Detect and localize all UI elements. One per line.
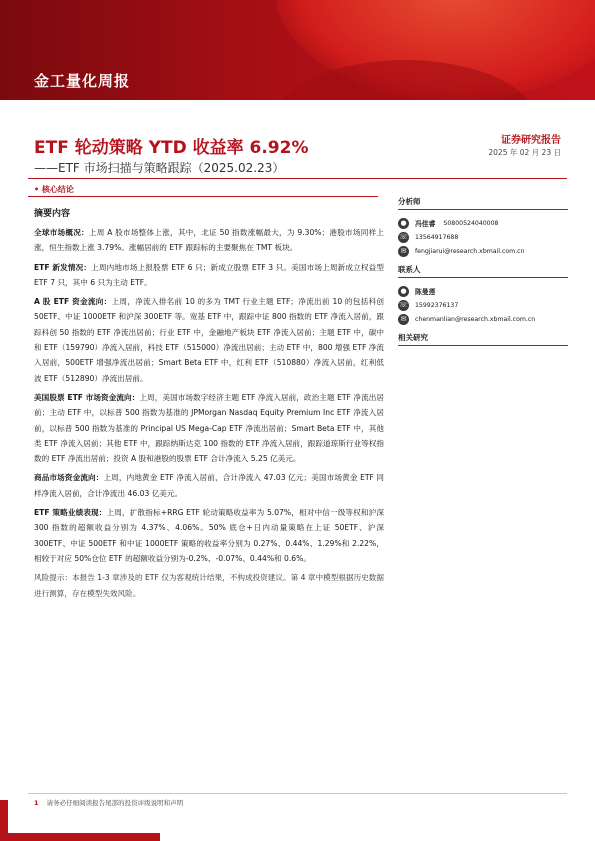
key-points-heading: • 核心结论 — [34, 185, 74, 194]
footer-disclaimer: 请务必仔细阅读报告尾部的投资评级说明和声明 — [46, 799, 184, 807]
footer-divider — [28, 793, 567, 794]
contact-heading: 联系人 — [398, 264, 568, 278]
phone-icon: ☏ — [399, 301, 408, 309]
abstract-paragraph: 全球市场概况：上周 A 股市场整体上涨，其中，北证 50 指数涨幅最大，为 9.30%；港股市场同样上涨，恒生指数上涨 3.79%。涨幅居前的 ETF 跟踪标的主要聚焦在 TMT 板块。 — [34, 228, 385, 253]
series-title: 金工量化周报 — [34, 72, 131, 90]
contact-phone: 15992376137 — [415, 301, 459, 309]
phone-icon: ☏ — [399, 233, 408, 241]
related-research-heading: 相关研究 — [398, 332, 568, 346]
email-icon: ✉ — [398, 314, 409, 325]
abstract-section — [34, 206, 384, 605]
abstract-paragraph: 商品市场资金流向：上周，内地黄金 ETF 净流入居前，合计净流入 47.03 亿元；美国市场黄金 ETF 同样净流入居前，合计净流出 46.03 亿美元。 — [34, 473, 385, 498]
analyst-phone-row — [398, 230, 568, 244]
contact-email-row — [398, 312, 568, 326]
person-icon: ● — [398, 218, 409, 229]
analyst-email[interactable]: fengjiarui@research.xbmail.com.cn — [415, 247, 525, 255]
abstract-paragraph: ETF 策略业绩表现：上周，扩散指标+RRG ETF 轮动策略收益率为 5.07%，相对中信一级等权和沪深 300 指数的超额收益分别为 4.37%、4.06%。50% 底仓+日内动量策略在上证 50ETF、沪深 300ETF、中证 500ETF 和中证 1000ETF 策略的收益率分别为 0.27%、0.44%、1.29%和 2.22%，相较于对应 50%仓位 ETF 的超额收益分别为-0.2%、-0.07%、0.44%和 0.6%。 — [34, 508, 384, 563]
abstract-paragraph: ETF 新发情况：上周内地市场上报股票 ETF 6 只；新成立股票 ETF 3 只。美国市场上周新成立权益型 ETF 7 只，其中 6 只为主动 ETF。 — [34, 262, 384, 287]
footer — [34, 798, 183, 807]
sidebar — [398, 196, 568, 352]
key-points-divider — [28, 196, 378, 197]
title-divider — [28, 178, 567, 179]
report-date: 2025 年 02 月 23 日 — [488, 148, 561, 157]
analyst-heading: 分析师 — [398, 196, 568, 210]
analyst-phone: 13564917688 — [415, 233, 459, 241]
corner-decoration — [0, 833, 160, 841]
person-icon: ● — [398, 286, 409, 297]
report-title: ETF 轮动策略 YTD 收益率 6.92% — [34, 138, 309, 158]
analyst-email-row — [398, 244, 568, 258]
report-type-label: 证券研究报告 — [501, 135, 561, 146]
abstract-title: 摘要内容 — [34, 209, 71, 219]
contact-phone-row — [398, 298, 568, 312]
abstract-paragraph: 美国股票 ETF 市场资金流向：上周，美国市场数字经济主题 ETF 净流入居前，政治主题 ETF 净流出居前；主动 ETF 中，以标普 500 指数为基准的 JPMorgan Nasdaq Equity Premium Inc ETF 净流入居前，以标普 500 指数为基准的 Principal US Mega-Cap ETF 净流出居前；Smart Beta ETF 中，其他类 ETF 净流入居前；其他 ETF 中，跟踪纳斯达克 100 指数的 ETF 净流入居前，跟踪道琼斯行业等权指数的 ETF 净流出居前；投资 A 股和港股的股票 ETF 合计净流入 5.25 亿美元。 — [34, 392, 385, 464]
page-number: 1 — [34, 799, 39, 807]
contact-email[interactable]: chenmanlian@research.xbmail.com.cn — [415, 315, 536, 323]
analyst-cert: S0800524040008 — [443, 219, 499, 227]
risk-warning: 风险提示：本报告 1-3 章涉及的 ETF 仅为客观统计结果，不构成投资建议。第 4 章中模型根据历史数据进行测算，存在模型失效风险。 — [34, 573, 384, 598]
contact-name: 陈曼莲 — [415, 288, 436, 296]
abstract-paragraph: A 股 ETF 资金流向：上周，净流入排名前 10 的多为 TMT 行业主题 ETF；净流出前 10 的包括科创 50ETF、中证 1000ETF 和沪深 300ETF 等。宽基 ETF 中，跟踪中证 800 指数的 ETF 净流入居前，跟踪科创 50 指数的 ETF 净流出居前；行业 ETF 中，金融地产板块 ETF 净流入居前；主题 ETF 中，碳中和 ETF（159790）净流入居前，科技 ETF（515000）净流出居前；主动 ETF 中，800 增强 ETF 净流入居前，500ETF 增强净流出居前；Smart Beta ETF 中，红利 ETF（510880）净流入居前，红利低波 ETF（512890）净流出居前。 — [34, 297, 384, 383]
email-icon: ✉ — [398, 246, 409, 257]
report-subtitle: ——ETF 市场扫描与策略跟踪（2025.02.23） — [34, 161, 285, 175]
contact-name-row — [398, 284, 568, 298]
analyst-name-row — [398, 216, 568, 230]
analyst-name: 冯佳睿 — [415, 220, 436, 228]
